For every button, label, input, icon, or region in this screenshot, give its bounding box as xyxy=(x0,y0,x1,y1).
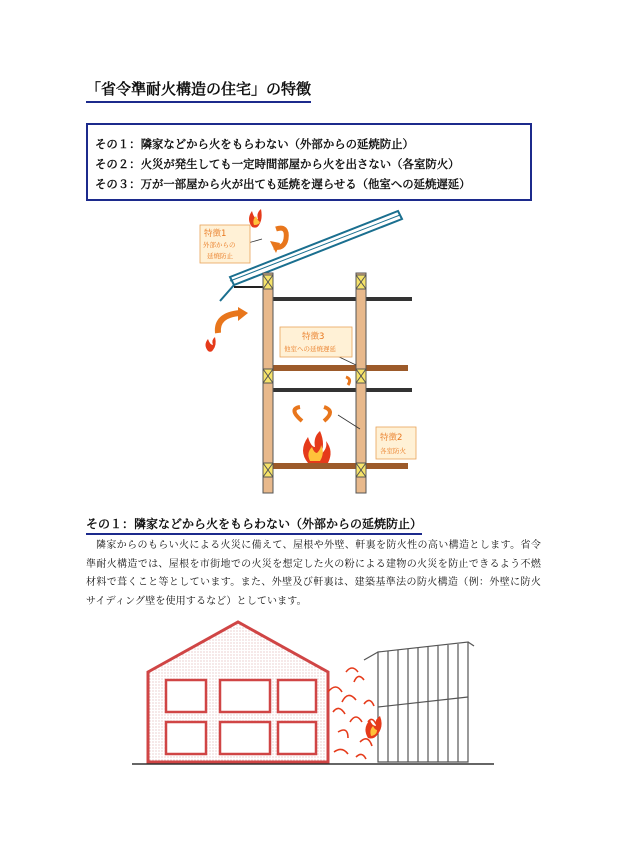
summary-item-2: その２：火災が発生しても一定時間部屋から火を出さない（各室防火） xyxy=(95,157,460,171)
curved-arrow-icon xyxy=(346,377,350,385)
fire-icon xyxy=(206,337,216,352)
curved-arrow-icon xyxy=(324,407,330,421)
curved-arrow-icon xyxy=(294,407,302,421)
section1-body: 隣家からのもらい火による火災に備えて、屋根や外壁、軒裏を防火性の高い構造とします。省令準耐火構造では、屋根を市街地での火災を想定した火の粉による建物の火災を防止できるよう不燃材料で葺くこと等としています。また、外壁及び軒裏は、建築基準法の防火構造（例：外壁に防火サイディング壁を使用するなど）としています。 xyxy=(86,540,541,607)
feature3-line1: 他室への延焼遅延 xyxy=(284,345,336,353)
page-title: 「省令準耐火構造の住宅」の特徴 xyxy=(86,78,311,103)
feature1-line1: 外部からの xyxy=(203,241,236,249)
curved-arrow-icon xyxy=(218,313,240,333)
feature1-title: 特徴1 xyxy=(204,229,227,239)
fire-resistant-structure-diagram xyxy=(190,205,430,497)
neighbor-building xyxy=(364,642,474,762)
fire-icon xyxy=(303,431,331,463)
features-summary-box xyxy=(86,123,532,201)
feature2-label xyxy=(376,427,416,459)
neighbor-fire-illustration xyxy=(128,612,498,770)
section1-heading: その１：隣家などから火をもらわない（外部からの延焼防止） xyxy=(86,515,422,535)
fire-sparks xyxy=(328,668,376,759)
fire-icon xyxy=(249,209,262,228)
curved-arrow-icon xyxy=(238,307,248,321)
summary-item-1: その１：隣家などから火をもらわない（外部からの延焼防止） xyxy=(95,137,414,151)
feature1-line2: 延焼防止 xyxy=(207,252,233,260)
feature2-line1: 各室防火 xyxy=(380,447,406,455)
feature3-title: 特徴3 xyxy=(302,332,325,342)
fire-resistant-house xyxy=(148,622,328,762)
feature2-title: 特徴2 xyxy=(380,433,403,443)
summary-item-3: その３：万が一部屋から火が出ても延焼を遅らせる（他室への延焼遅延） xyxy=(95,177,471,191)
feature1-label xyxy=(200,225,250,263)
feature3-label xyxy=(280,327,352,357)
